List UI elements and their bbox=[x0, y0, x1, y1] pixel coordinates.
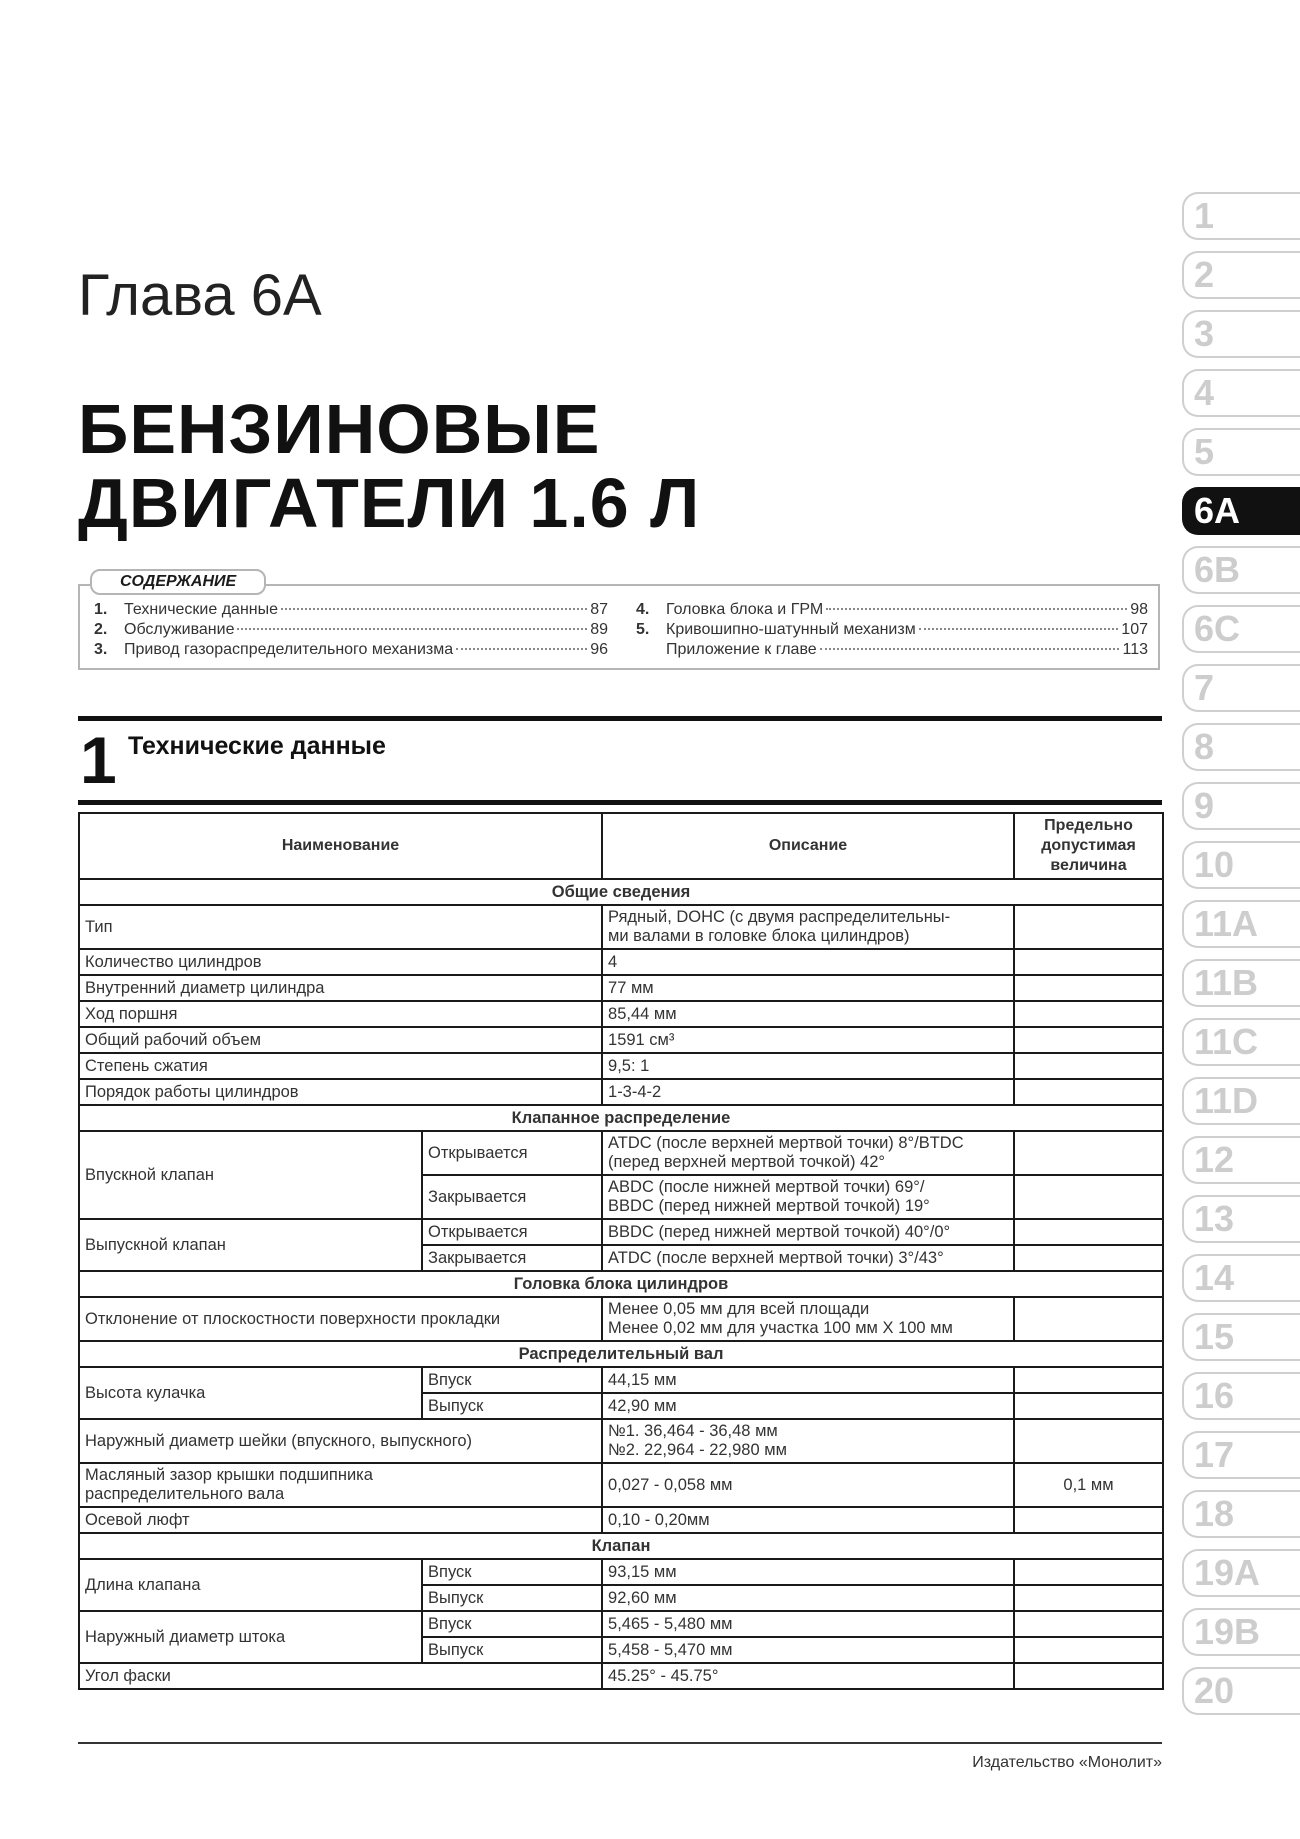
toc-item[interactable] bbox=[636, 600, 1148, 620]
toc-item-number: 2. bbox=[94, 621, 108, 638]
table-row bbox=[79, 975, 1163, 1001]
section-title: Технические данные bbox=[128, 732, 386, 760]
spec-table bbox=[78, 812, 1164, 1690]
row-sublabel: Выпуск bbox=[422, 1393, 602, 1419]
table-top-rule bbox=[78, 800, 1162, 805]
chapter-tab-15[interactable]: 15 bbox=[1182, 1313, 1300, 1361]
row-sublabel: Закрывается bbox=[422, 1245, 602, 1271]
chapter-tab-14[interactable]: 14 bbox=[1182, 1254, 1300, 1302]
row-limit bbox=[1014, 975, 1163, 1001]
row-limit bbox=[1014, 1393, 1163, 1419]
toc-item[interactable] bbox=[94, 620, 608, 640]
toc-column-left bbox=[94, 600, 608, 660]
toc-item-page: 107 bbox=[1121, 621, 1148, 638]
row-description: 92,60 мм bbox=[602, 1585, 1014, 1611]
row-description: 42,90 мм bbox=[602, 1393, 1014, 1419]
row-sublabel: Открывается bbox=[422, 1131, 602, 1175]
row-limit bbox=[1014, 1507, 1163, 1533]
table-header-row bbox=[79, 813, 1163, 879]
row-sublabel: Впуск bbox=[422, 1611, 602, 1637]
row-description: 9,5: 1 bbox=[602, 1053, 1014, 1079]
row-name: Длина клапана bbox=[79, 1559, 422, 1611]
table-row bbox=[79, 1053, 1163, 1079]
column-header-description: Описание bbox=[602, 813, 1014, 879]
row-limit bbox=[1014, 1611, 1163, 1637]
group-title: Клапан bbox=[79, 1533, 1163, 1559]
row-limit bbox=[1014, 1027, 1163, 1053]
row-name: Отклонение от плоскостности поверхности прокладки bbox=[79, 1297, 602, 1341]
row-name: Наружный диаметр шейки (впускного, выпускного) bbox=[79, 1419, 602, 1463]
toc-item-title: Технические данные bbox=[124, 601, 279, 618]
table-group-row bbox=[79, 1533, 1163, 1559]
chapter-tab-12[interactable]: 12 bbox=[1182, 1136, 1300, 1184]
row-name: Ход поршня bbox=[79, 1001, 602, 1027]
chapter-tab-18[interactable]: 18 bbox=[1182, 1490, 1300, 1538]
row-description: 93,15 мм bbox=[602, 1559, 1014, 1585]
row-limit bbox=[1014, 1079, 1163, 1105]
toc-item-page: 98 bbox=[1130, 601, 1148, 618]
row-limit bbox=[1014, 1131, 1163, 1175]
chapter-tab-9[interactable]: 9 bbox=[1182, 782, 1300, 830]
chapter-tab-17[interactable]: 17 bbox=[1182, 1431, 1300, 1479]
chapter-tab-16[interactable]: 16 bbox=[1182, 1372, 1300, 1420]
toc-item-title: Головка блока и ГРМ bbox=[666, 601, 824, 618]
table-row bbox=[79, 1079, 1163, 1105]
row-description: 45.25° - 45.75° bbox=[602, 1663, 1014, 1689]
row-limit bbox=[1014, 1001, 1163, 1027]
chapter-tab-5[interactable]: 5 bbox=[1182, 428, 1300, 476]
chapter-tab-1[interactable]: 1 bbox=[1182, 192, 1300, 240]
row-description: Рядный, DOHC (с двумя распределительны- ми валами в головке блока цилиндров) bbox=[602, 905, 1014, 949]
chapter-title bbox=[78, 392, 700, 540]
section-number: 1 bbox=[80, 723, 117, 797]
toc-item[interactable] bbox=[636, 620, 1148, 640]
row-sublabel: Впуск bbox=[422, 1367, 602, 1393]
table-row bbox=[79, 1297, 1163, 1341]
group-title: Головка блока цилиндров bbox=[79, 1271, 1163, 1297]
column-header-limit: Предельно допустимая величина bbox=[1014, 813, 1163, 879]
chapter-tab-20[interactable]: 20 bbox=[1182, 1667, 1300, 1715]
table-row bbox=[79, 1027, 1163, 1053]
group-title: Распределительный вал bbox=[79, 1341, 1163, 1367]
row-limit bbox=[1014, 1175, 1163, 1219]
row-limit bbox=[1014, 949, 1163, 975]
chapter-title-line: ДВИГАТЕЛИ 1.6 Л bbox=[78, 464, 701, 542]
chapter-tab-13[interactable]: 13 bbox=[1182, 1195, 1300, 1243]
row-description: 0,10 - 0,20мм bbox=[602, 1507, 1014, 1533]
toc-leader-dots bbox=[281, 608, 587, 610]
row-limit bbox=[1014, 1559, 1163, 1585]
group-title: Клапанное распределение bbox=[79, 1105, 1163, 1131]
row-name: Осевой люфт bbox=[79, 1507, 602, 1533]
chapter-tab-7[interactable]: 7 bbox=[1182, 664, 1300, 712]
chapter-tab-4[interactable]: 4 bbox=[1182, 369, 1300, 417]
chapter-tab-11c[interactable]: 11C bbox=[1182, 1018, 1300, 1066]
row-limit bbox=[1014, 1637, 1163, 1663]
chapter-tab-6b[interactable]: 6B bbox=[1182, 546, 1300, 594]
toc-column-right bbox=[636, 600, 1148, 660]
row-description: №1. 36,464 - 36,48 мм №2. 22,964 - 22,980 мм bbox=[602, 1419, 1014, 1463]
table-row bbox=[79, 1001, 1163, 1027]
row-limit bbox=[1014, 1053, 1163, 1079]
row-description: 44,15 мм bbox=[602, 1367, 1014, 1393]
row-limit bbox=[1014, 1585, 1163, 1611]
chapter-tab-2[interactable]: 2 bbox=[1182, 251, 1300, 299]
chapter-tab-19b[interactable]: 19B bbox=[1182, 1608, 1300, 1656]
table-group-row bbox=[79, 879, 1163, 905]
toc-leader-dots bbox=[919, 628, 1119, 630]
row-name: Порядок работы цилиндров bbox=[79, 1079, 602, 1105]
row-description: Менее 0,05 мм для всей площади Менее 0,02 мм для участка 100 мм Х 100 мм bbox=[602, 1297, 1014, 1341]
row-limit bbox=[1014, 1419, 1163, 1463]
table-group-row bbox=[79, 1341, 1163, 1367]
toc-item-number: 4. bbox=[636, 601, 650, 618]
chapter-tab-3[interactable]: 3 bbox=[1182, 310, 1300, 358]
row-description: 0,027 - 0,058 мм bbox=[602, 1463, 1014, 1507]
toc-item[interactable] bbox=[636, 640, 1148, 660]
toc-item-page: 89 bbox=[590, 621, 608, 638]
row-description: 4 bbox=[602, 949, 1014, 975]
row-name: Масляный зазор крышки подшипника распределительного вала bbox=[79, 1463, 602, 1507]
row-description: ATDC (после верхней мертвой точки) 3°/43° bbox=[602, 1245, 1014, 1271]
group-title: Общие сведения bbox=[79, 879, 1163, 905]
chapter-tab-19a[interactable]: 19A bbox=[1182, 1549, 1300, 1597]
row-description: 5,458 - 5,470 мм bbox=[602, 1637, 1014, 1663]
toc-item[interactable] bbox=[94, 600, 608, 620]
row-description: 1-3-4-2 bbox=[602, 1079, 1014, 1105]
table-row bbox=[79, 1507, 1163, 1533]
row-description: 1591 см³ bbox=[602, 1027, 1014, 1053]
row-description: 85,44 мм bbox=[602, 1001, 1014, 1027]
row-name: Количество цилиндров bbox=[79, 949, 602, 975]
row-name: Угол фаски bbox=[79, 1663, 602, 1689]
row-limit bbox=[1014, 1219, 1163, 1245]
row-sublabel: Выпуск bbox=[422, 1637, 602, 1663]
table-row bbox=[79, 949, 1163, 975]
toc-item-number: 1. bbox=[94, 601, 108, 618]
row-name: Выпускной клапан bbox=[79, 1219, 422, 1271]
table-row bbox=[79, 905, 1163, 949]
table-row bbox=[79, 1663, 1163, 1689]
chapter-tab-11b[interactable]: 11B bbox=[1182, 959, 1300, 1007]
chapter-tab-6c[interactable]: 6C bbox=[1182, 605, 1300, 653]
chapter-tab-6a[interactable]: 6A bbox=[1182, 487, 1300, 535]
footer-rule bbox=[78, 1742, 1162, 1744]
row-name: Наружный диаметр штока bbox=[79, 1611, 422, 1663]
toc-leader-dots bbox=[456, 648, 587, 650]
table-row bbox=[79, 1559, 1163, 1585]
row-name: Высота кулачка bbox=[79, 1367, 422, 1419]
row-name: Степень сжатия bbox=[79, 1053, 602, 1079]
table-row bbox=[79, 1463, 1163, 1507]
table-row bbox=[79, 1131, 1163, 1175]
row-description: 77 мм bbox=[602, 975, 1014, 1001]
row-limit bbox=[1014, 905, 1163, 949]
row-description: ABDC (после нижней мертвой точки) 69°/ BBDC (перед нижней мертвой точкой) 19° bbox=[602, 1175, 1014, 1219]
row-limit: 0,1 мм bbox=[1014, 1463, 1163, 1507]
toc-leader-dots bbox=[237, 628, 587, 630]
row-name: Впускной клапан bbox=[79, 1131, 422, 1219]
table-group-row bbox=[79, 1271, 1163, 1297]
row-description: ATDC (после верхней мертвой точки) 8°/BTDC (перед верхней мертвой точкой) 42° bbox=[602, 1131, 1014, 1175]
row-sublabel: Выпуск bbox=[422, 1585, 602, 1611]
row-sublabel: Впуск bbox=[422, 1559, 602, 1585]
toc-item-title: Привод газораспределительного механизма bbox=[124, 641, 454, 658]
publisher-name: Издательство «Монолит» bbox=[972, 1754, 1162, 1771]
column-header-name: Наименование bbox=[79, 813, 602, 879]
toc-item-number: 5. bbox=[636, 621, 650, 638]
row-description: BBDC (перед нижней мертвой точкой) 40°/0° bbox=[602, 1219, 1014, 1245]
toc-leader-dots bbox=[820, 648, 1120, 650]
chapter-tab-11d[interactable]: 11D bbox=[1182, 1077, 1300, 1125]
row-sublabel: Открывается bbox=[422, 1219, 602, 1245]
table-of-contents bbox=[78, 573, 1160, 670]
chapter-tab-8[interactable]: 8 bbox=[1182, 723, 1300, 771]
row-name: Общий рабочий объем bbox=[79, 1027, 602, 1053]
table-row bbox=[79, 1367, 1163, 1393]
toc-item-title: Приложение к главе bbox=[666, 641, 817, 658]
toc-item-title: Обслуживание bbox=[124, 621, 235, 638]
table-group-row bbox=[79, 1105, 1163, 1131]
section-divider bbox=[78, 716, 1162, 721]
row-limit bbox=[1014, 1245, 1163, 1271]
row-limit bbox=[1014, 1297, 1163, 1341]
row-name: Тип bbox=[79, 905, 602, 949]
table-row bbox=[79, 1611, 1163, 1637]
chapter-title-line: БЕНЗИНОВЫЕ bbox=[78, 390, 601, 468]
toc-item-page: 87 bbox=[590, 601, 608, 618]
chapter-tab-11a[interactable]: 11A bbox=[1182, 900, 1300, 948]
row-limit bbox=[1014, 1367, 1163, 1393]
toc-header: СОДЕРЖАНИЕ bbox=[90, 569, 266, 595]
toc-leader-dots bbox=[826, 608, 1127, 610]
chapter-tab-10[interactable]: 10 bbox=[1182, 841, 1300, 889]
row-name: Внутренний диаметр цилиндра bbox=[79, 975, 602, 1001]
chapter-label: Глава 6А bbox=[78, 263, 322, 328]
table-row bbox=[79, 1419, 1163, 1463]
table-row bbox=[79, 1219, 1163, 1245]
row-limit bbox=[1014, 1663, 1163, 1689]
toc-item-page: 96 bbox=[590, 641, 608, 658]
row-description: 5,465 - 5,480 мм bbox=[602, 1611, 1014, 1637]
toc-item-title: Кривошипно-шатунный механизм bbox=[666, 621, 916, 638]
toc-item-number: 3. bbox=[94, 641, 108, 658]
row-sublabel: Закрывается bbox=[422, 1175, 602, 1219]
toc-item[interactable] bbox=[94, 640, 608, 660]
toc-item-page: 113 bbox=[1122, 641, 1148, 658]
